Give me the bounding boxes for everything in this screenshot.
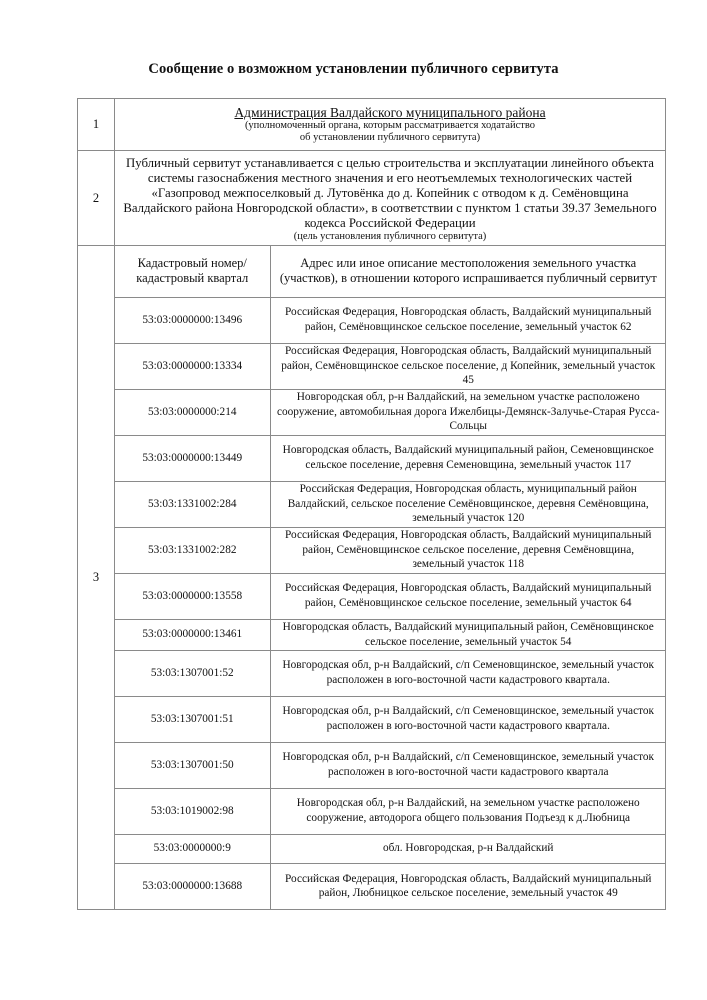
table-row-authority	[78, 99, 666, 151]
parcels-header-row	[115, 246, 666, 297]
table-row	[115, 834, 666, 863]
cadastral-number: 53:03:1331002:284	[115, 481, 270, 527]
cadastral-number: 53:03:0000000:13461	[115, 619, 270, 650]
cadastral-number: 53:03:1307001:52	[115, 650, 270, 696]
parcel-address: обл. Новгородская, р-н Валдайский	[270, 834, 666, 863]
parcel-address: Новгородская область, Валдайский муниципальный район, Семёновщинское сельское поселение, земельный участок 54	[270, 619, 666, 650]
cadastral-number: 53:03:0000000:13496	[115, 297, 270, 343]
cadastral-header: Кадастровый номер/кадастровый квартал	[115, 246, 270, 297]
cadastral-number: 53:03:0000000:214	[115, 389, 270, 435]
parcel-address: Новгородская обл, р-н Валдайский, с/п Семеновщинское, земельный участок расположен в юго-восточной части кадастрового квартала.	[270, 696, 666, 742]
cadastral-number: 53:03:0000000:13449	[115, 435, 270, 481]
parcels-cell	[115, 246, 666, 910]
cadastral-number: 53:03:1019002:98	[115, 788, 270, 834]
parcel-address: Новгородская обл, р-н Валдайский, с/п Семеновщинское, земельный участок расположен в юго-восточной части кадастрового квартала.	[270, 650, 666, 696]
table-row	[115, 297, 666, 343]
table-row-parcels	[78, 246, 666, 910]
table-row	[115, 435, 666, 481]
table-row	[115, 481, 666, 527]
authority-name: Администрация Валдайского муниципального района	[234, 105, 546, 120]
table-row	[115, 863, 666, 909]
parcels-table	[115, 246, 666, 909]
table-row-purpose	[78, 151, 666, 246]
table-row	[115, 573, 666, 619]
table-row	[115, 389, 666, 435]
table-row	[115, 742, 666, 788]
cadastral-number: 53:03:0000000:9	[115, 834, 270, 863]
cadastral-number: 53:03:1307001:51	[115, 696, 270, 742]
cadastral-number: 53:03:1307001:50	[115, 742, 270, 788]
table-row	[115, 527, 666, 573]
purpose-note: (цель установления публичного сервитута)	[293, 230, 487, 242]
document-title: Сообщение о возможном установлении публичного сервитута	[148, 61, 559, 77]
cadastral-number: 53:03:0000000:13558	[115, 573, 270, 619]
cadastral-number: 53:03:1331002:282	[115, 527, 270, 573]
table-row	[115, 696, 666, 742]
row-number: 1	[78, 99, 115, 151]
parcel-address: Новгородская обл, р-н Валдайский, на земельном участке расположено сооружение, автомобильная дорога Ижелбицы-Демянск-Залучье-Старая Русса-Сольцы	[270, 389, 666, 435]
servitude-table	[77, 98, 666, 910]
address-header: Адрес или иное описание местоположения земельного участка (участков), в отношении которого испрашивается публичный сервитут	[270, 246, 666, 297]
parcel-address: Новгородская обл, р-н Валдайский, с/п Семеновщинское, земельный участок расположен в юго-восточной части кадастрового квартала	[270, 742, 666, 788]
table-row	[115, 650, 666, 696]
row-number: 2	[78, 151, 115, 246]
authority-note-line2: об установлении публичного сервитута)	[299, 132, 481, 143]
authority-cell	[115, 99, 666, 151]
table-row	[115, 788, 666, 834]
parcel-address: Российская Федерация, Новгородская область, муниципальный район Валдайский, сельское поселение Семёновщинское, деревня Семёновщина, земельный участок 120	[270, 481, 666, 527]
parcel-address: Российская Федерация, Новгородская область, Валдайский муниципальный район, Любницкое сельское поселение, земельный участок 49	[270, 863, 666, 909]
table-row	[115, 343, 666, 389]
cadastral-number: 53:03:0000000:13688	[115, 863, 270, 909]
parcel-address: Российская Федерация, Новгородская область, Валдайский муниципальный район, Семёновщинское сельское поселение, д Копейник, земельный участок 45	[270, 343, 666, 389]
parcel-address: Российская Федерация, Новгородская область, Валдайский муниципальный район, Семёновщинское сельское поселение, земельный участок 62	[270, 297, 666, 343]
purpose-cell	[115, 151, 666, 246]
authority-note-line1: (уполномоченный органа, которым рассматривается ходатайство	[244, 120, 536, 131]
parcel-address: Новгородская обл, р-н Валдайский, на земельном участке расположено сооружение, автодорога общего пользования Подъезд к д.Любница	[270, 788, 666, 834]
row-number: 3	[78, 246, 115, 910]
parcel-address: Российская Федерация, Новгородская область, Валдайский муниципальный район, Семёновщинское сельское поселение, деревня Семёновщина, земельный участок 118	[270, 527, 666, 573]
parcel-address: Российская Федерация, Новгородская область, Валдайский муниципальный район, Семёновщинское сельское поселение, земельный участок 64	[270, 573, 666, 619]
purpose-text: Публичный сервитут устанавливается с целью строительства и эксплуатации линейного объекта системы газоснабжения местного значения и его неотъемлемых технологических частей «Газопровод межпоселковый д. Лутовёнка до д. Копейник с отводом к д. Семёновщина Валдайского района Новгородской области», в соответствии с пунктом 1 статьи 39.37 Земельного кодекса Российской Федерации	[123, 155, 657, 230]
parcel-address: Новгородская область, Валдайский муниципальный район, Семеновщинское сельское поселение, деревня Семеновщина, земельный участок 117	[270, 435, 666, 481]
table-row	[115, 619, 666, 650]
cadastral-number: 53:03:0000000:13334	[115, 343, 270, 389]
